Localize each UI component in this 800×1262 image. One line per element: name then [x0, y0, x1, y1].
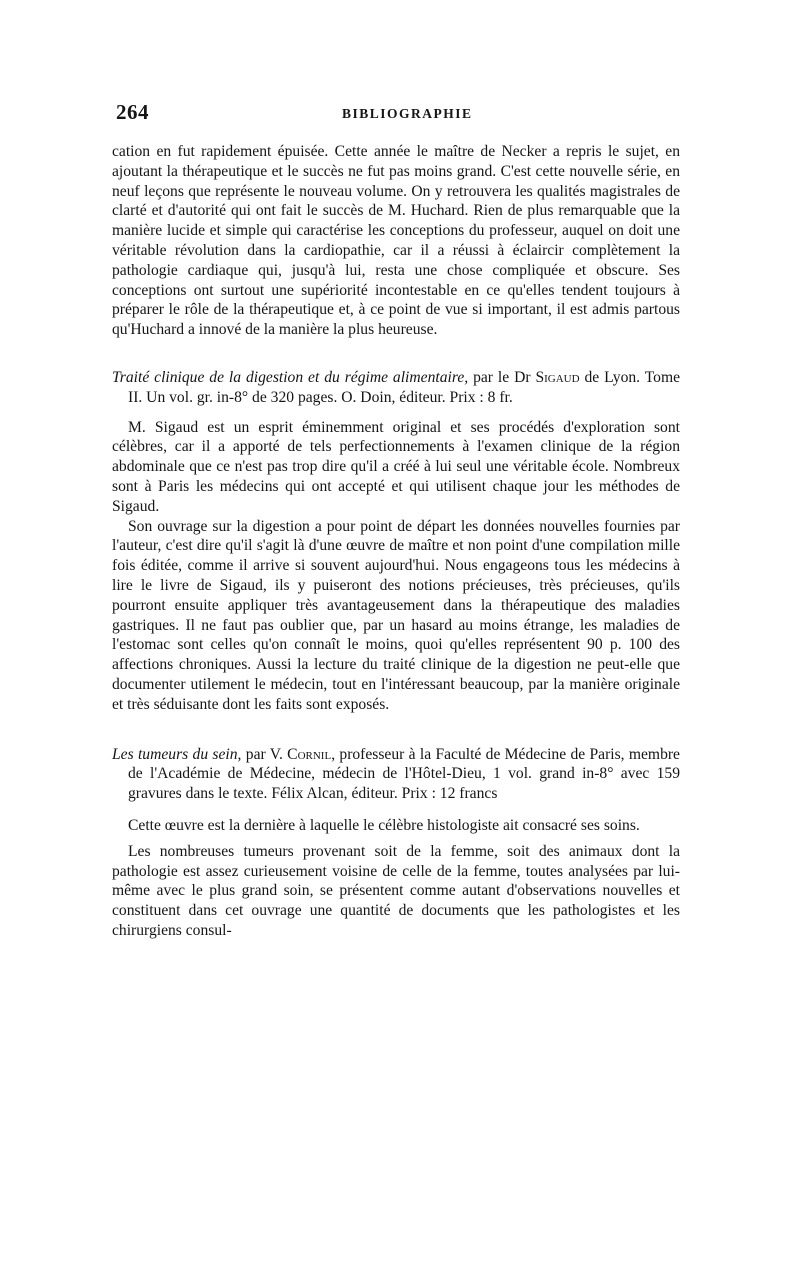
review-cornil [112, 745, 680, 941]
book-details: de Lyon. Tome II. Un vol. gr. in-8° de 320 pages. O. Doin, éditeur. Prix : 8 fr. [128, 368, 680, 406]
author-prefix: Dr [514, 368, 531, 386]
author-name: Sigaud [535, 368, 580, 386]
author-name: Cornil [287, 745, 332, 763]
review-paragraph: Les nombreuses tumeurs provenant soit de la femme, soit des animaux dont la pathologie est assez curieusement voisine de celle de la femme, toutes analysées par lui-même avec le plus grand soin, se présentent comme autant d'observations nouvelles et constituent dans cet ouvrage une quantité de documents que les pathologistes et les chirurgiens consul- [112, 842, 680, 939]
book-title: Les tumeurs du sein, [112, 745, 242, 763]
review-paragraph: Son ouvrage sur la digestion a pour point de départ les données nouvelles fournies par l'auteur, c'est dire qu'il s'agit là d'une œuvre de maître et non point d'une compilation mille fois éditée, comme il arrive si souvent aujourd'hui. Nous engageons tous les médecins à lire le livre de Sigaud, ils y puiseront des notions précieuses, très précieuses, qu'ils pourront ensuite appliquer très avantageusement dans la thérapeutique des maladies gastriques. Il ne faut pas oublier que, par un hasard au moins étrange, les maladies de l'estomac sont celles qu'on connaît le moins, quoi qu'elles représentent 90 p. 100 des affections chroniques. Aussi la lecture du traité clinique de la digestion ne peut-elle que documenter utilement le médecin, tout en l'intéressant beaucoup, par la manière originale et très séduisante dont les faits sont exposés. [112, 517, 680, 713]
review-heading [112, 745, 680, 804]
review-heading [112, 368, 680, 408]
review-body [112, 418, 680, 715]
review-body [112, 816, 680, 941]
book-title: Traité clinique de la digestion et du régime alimentaire, [112, 368, 469, 386]
review-by: par le [473, 368, 510, 386]
book-details: , professeur à la Faculté de Médecine de Paris, membre de l'Académie de Médecine, médecin de l'Hôtel-Dieu, 1 vol. grand in-8° avec 159 gravures dans le texte. Félix Alcan, éditeur. Prix : 12 francs [128, 745, 680, 803]
review-paragraph: Cette œuvre est la dernière à laquelle le célèbre histologiste ait consacré ses soins. [128, 816, 640, 834]
review-by: par V. [245, 745, 283, 763]
running-title: BIBLIOGRAPHIE [342, 106, 473, 121]
running-head [112, 100, 680, 130]
intro-paragraph: cation en fut rapidement épuisée. Cette année le maître de Necker a repris le sujet, en ajoutant la thérapeutique et le succès ne fut pas moins grand. C'est cette nouvelle série, en neuf leçons que représente le nouveau volume. On y retrouvera les qualités magistrales de clarté et d'autorité qui ont fait le succès de M. Huchard. Rien de plus remarquable que la manière lucide et simple qui caractérise les conceptions du professeur, auquel on doit une véritable révolution dans la cardiopathie, car il a réussi à éclaircir complètement la pathologie cardiaque qui, jusqu'à lui, resta une chose compliquée et obscure. Ses conceptions ont surtout une supériorité incontestable en ce qu'elles tendent toujours à préparer le rôle de la thérapeutique et, à ce point de vue si important, il est admis partous qu'Huchard a innové de la manière la plus heureuse. [112, 143, 680, 339]
page-number: 264 [116, 100, 149, 124]
book-page [112, 100, 680, 941]
review-sigaud [112, 368, 680, 715]
review-paragraph: M. Sigaud est un esprit éminemment original et ses procédés d'exploration sont célèbres, car il a apporté de tels perfectionnements à l'examen clinique de la région abdominale que ce n'est pas trop dire qu'il a créé à lui seul une véritable école. Nombreux sont à Paris les médecins qui ont accepté et qui utilisent chaque jour les méthodes de Sigaud. [112, 418, 680, 515]
